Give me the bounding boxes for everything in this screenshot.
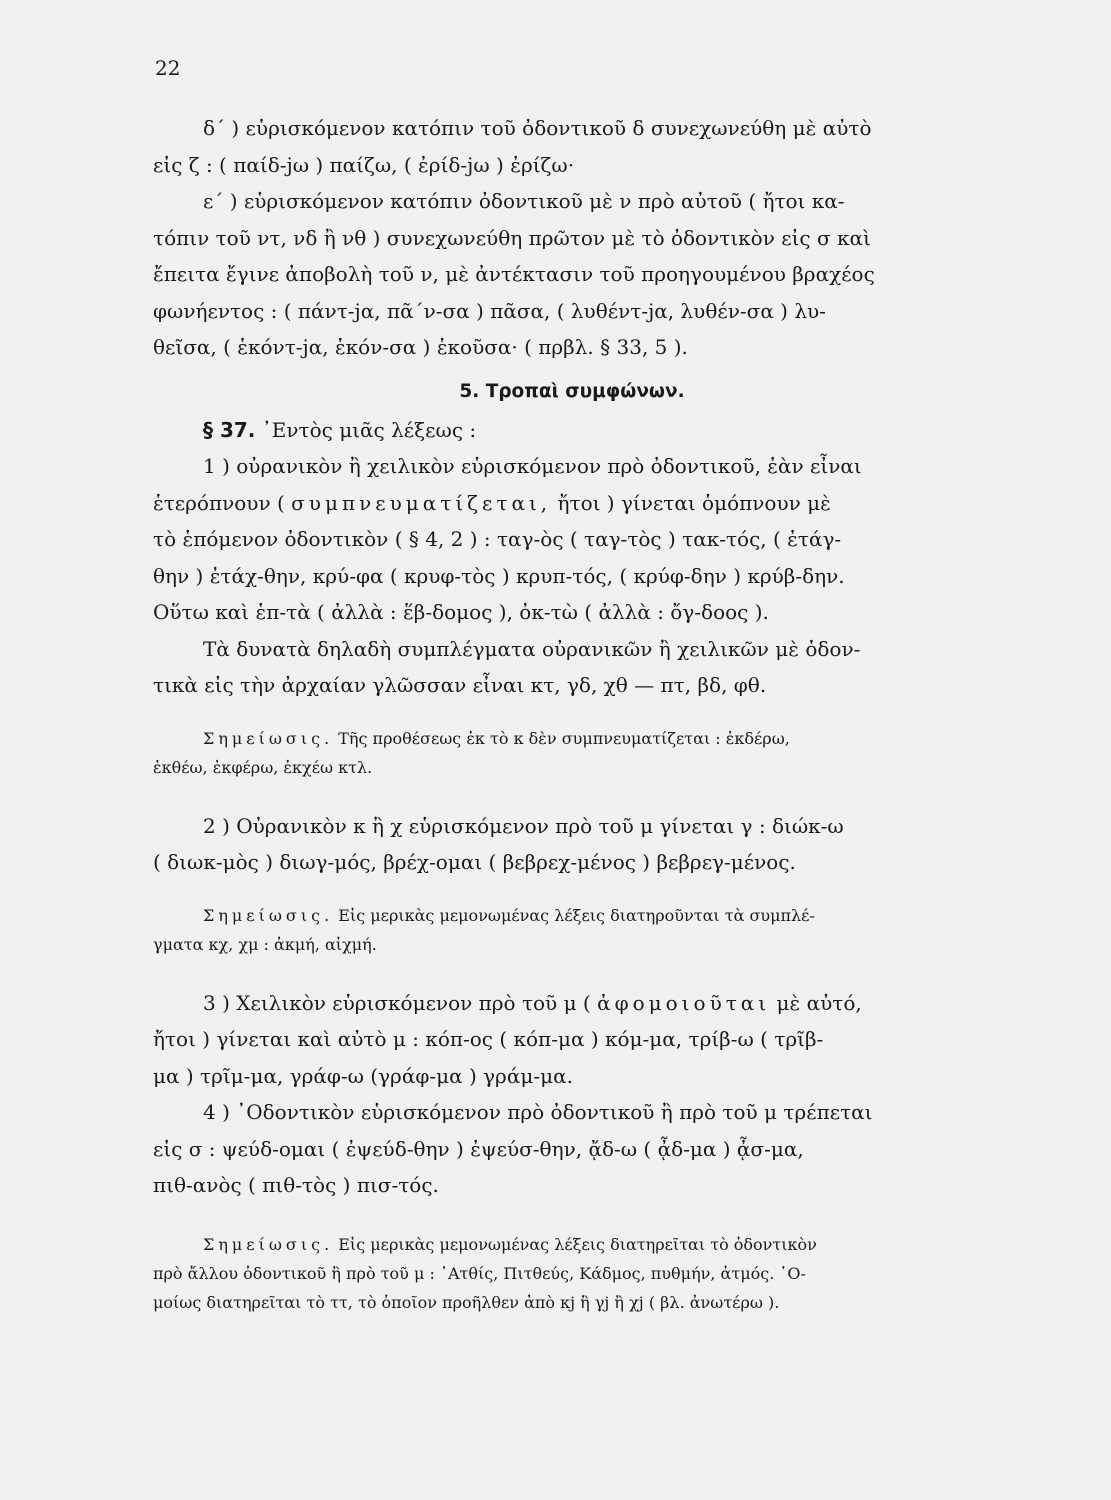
rule-4 — [153, 1094, 991, 1204]
section-heading: 5. Τροπαὶ συμφώνων. — [459, 380, 685, 402]
page-body — [153, 110, 991, 1317]
text-line: δ΄ ) εὑρισκόμενον κατόπιν τοῦ ὀδοντικοῦ δ συνεχωνεύθη μὲ αὐτὸ — [203, 116, 872, 140]
note-line — [153, 1230, 991, 1259]
text-span: ἤτοι ) γίνεται ὁμόπνουν μὲ — [557, 490, 831, 515]
text-line: εἰς σ : ψεύδ-ομαι ( ἐψεύδ-θην ) ἐψεύσ-θην, ᾄδ-ω ( ᾆδ-μα ) ᾆσ-μα, — [153, 1136, 804, 1161]
rule-1 — [153, 448, 991, 704]
text-line: ( διωκ-μὸς ) διωγ-μός, βρέχ-ομαι ( βεβρεχ-μένος ) βεβρεγ-μένος. — [153, 850, 796, 874]
page-number: 22 — [155, 56, 181, 80]
section-37-title — [153, 412, 991, 449]
text-line: ἤτοι ) γίνεται καὶ αὐτὸ μ : κόπ-ος ( κόπ-μα ) κόμ-μα, τρίβ-ω ( τρῖβ- — [153, 1027, 824, 1051]
text-line: 1 ) οὐρανικὸν ἢ χειλικὸν εὑρισκόμενον πρὸ ὀδοντικοῦ, ἐὰν εἶναι — [203, 454, 862, 478]
spaced-term: συμπνευματίζεται, — [291, 490, 552, 515]
section-title: ᾿Εντὸς μιᾶς λέξεως : — [261, 417, 477, 442]
note-1 — [153, 724, 991, 782]
rule-2 — [153, 808, 991, 881]
note-text: Τῆς προθέσεως ἐκ τὸ κ δὲν συμπνευματίζεται : ἐκδέρω, — [338, 728, 790, 748]
text-line: ἔπειτα ἔγινε ἀποβολὴ τοῦ ν, μὲ ἀντέκτασιν τοῦ προηγουμένου βραχέος — [153, 262, 875, 286]
text-line: πιθ-ανὸς ( πιθ-τὸς ) πισ-τός. — [153, 1173, 439, 1197]
note-label: Σημείωσις. — [203, 905, 334, 925]
spaced-term: ἀφομοιοῦται — [597, 990, 771, 1015]
text-line: Τὰ δυνατὰ δηλαδὴ συμπλέγματα οὐρανικῶν ἢ χειλικῶν μὲ ὀδον- — [203, 636, 861, 661]
text-span: μὲ αὐτό, — [776, 990, 862, 1015]
text-line: 2 ) Οὐρανικὸν κ ἢ χ εὑρισκόμενον πρὸ τοῦ μ γίνεται γ : διώκ-ω — [203, 813, 844, 838]
note-text: Εἰς μερικὰς μεμονωμένας λέξεις διατηροῦνται τὰ συμπλέ- — [338, 905, 815, 925]
note-text: Εἰς μερικὰς μεμονωμένας λέξεις διατηρεῖται τὸ ὀδοντικὸν — [338, 1234, 817, 1254]
text-line: Οὕτω καὶ ἑπ-τὰ ( ἀλλὰ : ἕβ-δομος ), ὀκ-τὼ ( ἀλλὰ : ὄγ-δοος ). — [153, 600, 769, 624]
text-span: ἑτερόπνουν ( — [153, 490, 285, 515]
text-line: τικὰ εἰς τὴν ἀρχαίαν γλῶσσαν εἶναι κτ, γδ, χθ — πτ, βδ, φθ. — [153, 673, 767, 697]
text-line: εἰς ζ : ( παίδ-jω ) παίζω, ( ἐρίδ-jω ) ἐρίζω· — [153, 152, 575, 177]
text-line: 4 ) ᾿Οδοντικὸν εὑρισκόμενον πρὸ ὀδοντικοῦ ἢ πρὸ τοῦ μ τρέπεται — [203, 1100, 873, 1124]
note-3 — [153, 1230, 991, 1317]
text-line — [153, 485, 991, 522]
paragraph-delta — [153, 110, 991, 183]
note-line — [153, 901, 991, 930]
note-line: μοίως διατηρεῖται τὸ ττ, τὸ ὁποῖον προῆλθεν ἀπὸ κj ἢ γj ἢ χj ( βλ. ἀνωτέρω ). — [153, 1292, 780, 1312]
note-line: πρὸ ἄλλου ὀδοντικοῦ ἢ πρὸ τοῦ μ : ᾿Ατθίς, Πιτθεύς, Κάδμος, πυθμήν, ἀτμός. ῾Ο- — [153, 1263, 806, 1283]
note-line: ἐκθέω, ἐκφέρω, ἐκχέω κτλ. — [153, 757, 373, 777]
paragraph-epsilon — [153, 183, 991, 366]
note-line: γματα κχ, χμ : ἀκμή, αἰχμή. — [153, 934, 377, 954]
text-line: θεῖσα, ( ἑκόντ-jα, ἑκόν-σα ) ἑκοῦσα· ( πρβλ. § 33, 5 ). — [153, 335, 688, 359]
note-line — [153, 724, 991, 753]
text-line — [153, 985, 991, 1022]
text-line: θην ) ἐτάχ-θην, κρύ-φα ( κρυφ-τὸς ) κρυπ-τός, ( κρύφ-δην ) κρύβ-δην. — [153, 563, 845, 588]
text-line: τόπιν τοῦ ντ, νδ ἢ νθ ) συνεχωνεύθη πρῶτον μὲ τὸ ὀδοντικὸν εἰς σ καὶ — [153, 225, 871, 250]
section-number: § 37. — [203, 417, 256, 442]
rule-3 — [153, 985, 991, 1095]
text-line: τὸ ἑπόμενον ὀδοντικὸν ( § 4, 2 ) : ταγ-ὸς ( ταγ-τὸς ) τακ-τός, ( ἐτάγ- — [153, 527, 842, 551]
note-label: Σημείωσις. — [203, 1234, 334, 1254]
note-2 — [153, 901, 991, 959]
text-span: 3 ) Χειλικὸν εὑρισκόμενον πρὸ τοῦ μ ( — [203, 990, 591, 1015]
note-label: Σημείωσις. — [203, 728, 334, 748]
text-line: μα ) τρῖμ-μα, γράφ-ω (γράφ-μα ) γράμ-μα. — [153, 1063, 573, 1088]
text-line: φωνήεντος : ( πάντ-jα, πᾶ΄ν-σα ) πᾶσα, ( λυθέντ-jα, λυθέν-σα ) λυ- — [153, 298, 826, 323]
text-line: ε΄ ) εὑρισκόμενον κατόπιν ὀδοντικοῦ μὲ ν πρὸ αὐτοῦ ( ἤτοι κα- — [203, 189, 845, 213]
